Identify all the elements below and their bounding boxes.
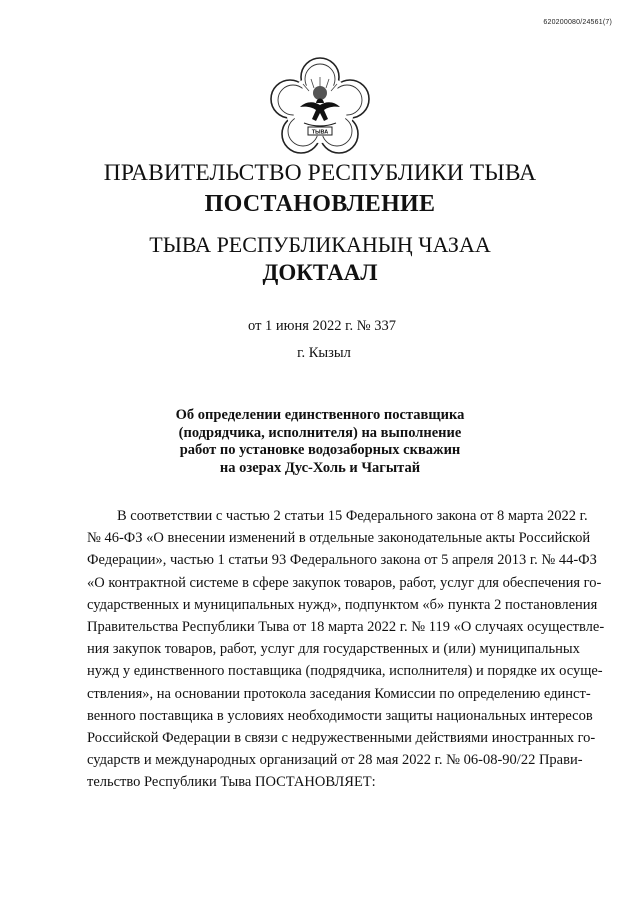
document-type-tyv: ДОКТААЛ [262, 260, 378, 285]
document-date-number: от 1 июня 2022 г. № 337 [248, 318, 396, 334]
government-name-tyv: ТЫВА РЕСПУБЛИКАНЫҢ ЧАЗАА [149, 232, 491, 257]
subject-line: на озерах Дус-Холь и Чагытай [219, 459, 421, 476]
emblem-text: ТЫВА [311, 129, 329, 136]
subject-line: работ по установке водозаборных скважин [179, 442, 461, 459]
document-city: г. Кызыл [297, 345, 351, 361]
body-line: ствления», на основании протокола заседания Комиссии по определению единст- [87, 685, 591, 702]
body-line: сударственных и муниципальных нужд», подпунктом «б» пункта 2 постановления [87, 596, 598, 613]
body-line: Российской Федерации в связи с недружественными действиями иностранных го- [87, 729, 596, 746]
body-line: сударств и международных организаций от 28 мая 2022 г. № 06-08-90/22 Прави- [87, 752, 583, 769]
body-line: тельство Республики Тыва ПОСТАНОВЛЯЕТ: [87, 774, 376, 791]
body-line: № 46-ФЗ «О внесении изменений в отдельные законодательные акты Российской [87, 530, 591, 547]
document-type-ru: ПОСТАНОВЛЕНИЕ [204, 191, 436, 217]
body-line: В соответствии с частью 2 статьи 15 Федерального закона от 8 марта 2022 г. [117, 508, 588, 524]
body-line: венного поставщика в условиях необходимости защиты национальных интересов [87, 707, 593, 724]
body-line: «О контрактной системе в сфере закупок товаров, работ, услуг для обеспечения го- [87, 574, 602, 591]
subject-line: (подрядчика, исполнителя) на выполнение [178, 424, 462, 441]
body-line: ния закупок товаров, работ, услуг для государственных и (или) муниципальных [87, 641, 580, 658]
document-body [87, 505, 605, 793]
body-line: Федерации», частью 1 статьи 93 Федерального закона от 5 апреля 2013 г. № 44-ФЗ [87, 552, 597, 569]
government-name-ru: ПРАВИТЕЛЬСТВО РЕСПУБЛИКИ ТЫВА [103, 160, 537, 186]
tuva-emblem-icon [270, 57, 370, 157]
body-line: нужд у единственного поставщика (подрядчика, исполнителя) и порядке их осуще- [87, 663, 603, 680]
document-subject [0, 407, 640, 477]
document-id: 620200080/24561(7) [543, 19, 612, 26]
body-line: Правительства Республики Тыва от 18 марта 2022 г. № 119 «О случаях осуществле- [87, 618, 605, 635]
subject-line: Об определении единственного поставщика [175, 407, 465, 423]
